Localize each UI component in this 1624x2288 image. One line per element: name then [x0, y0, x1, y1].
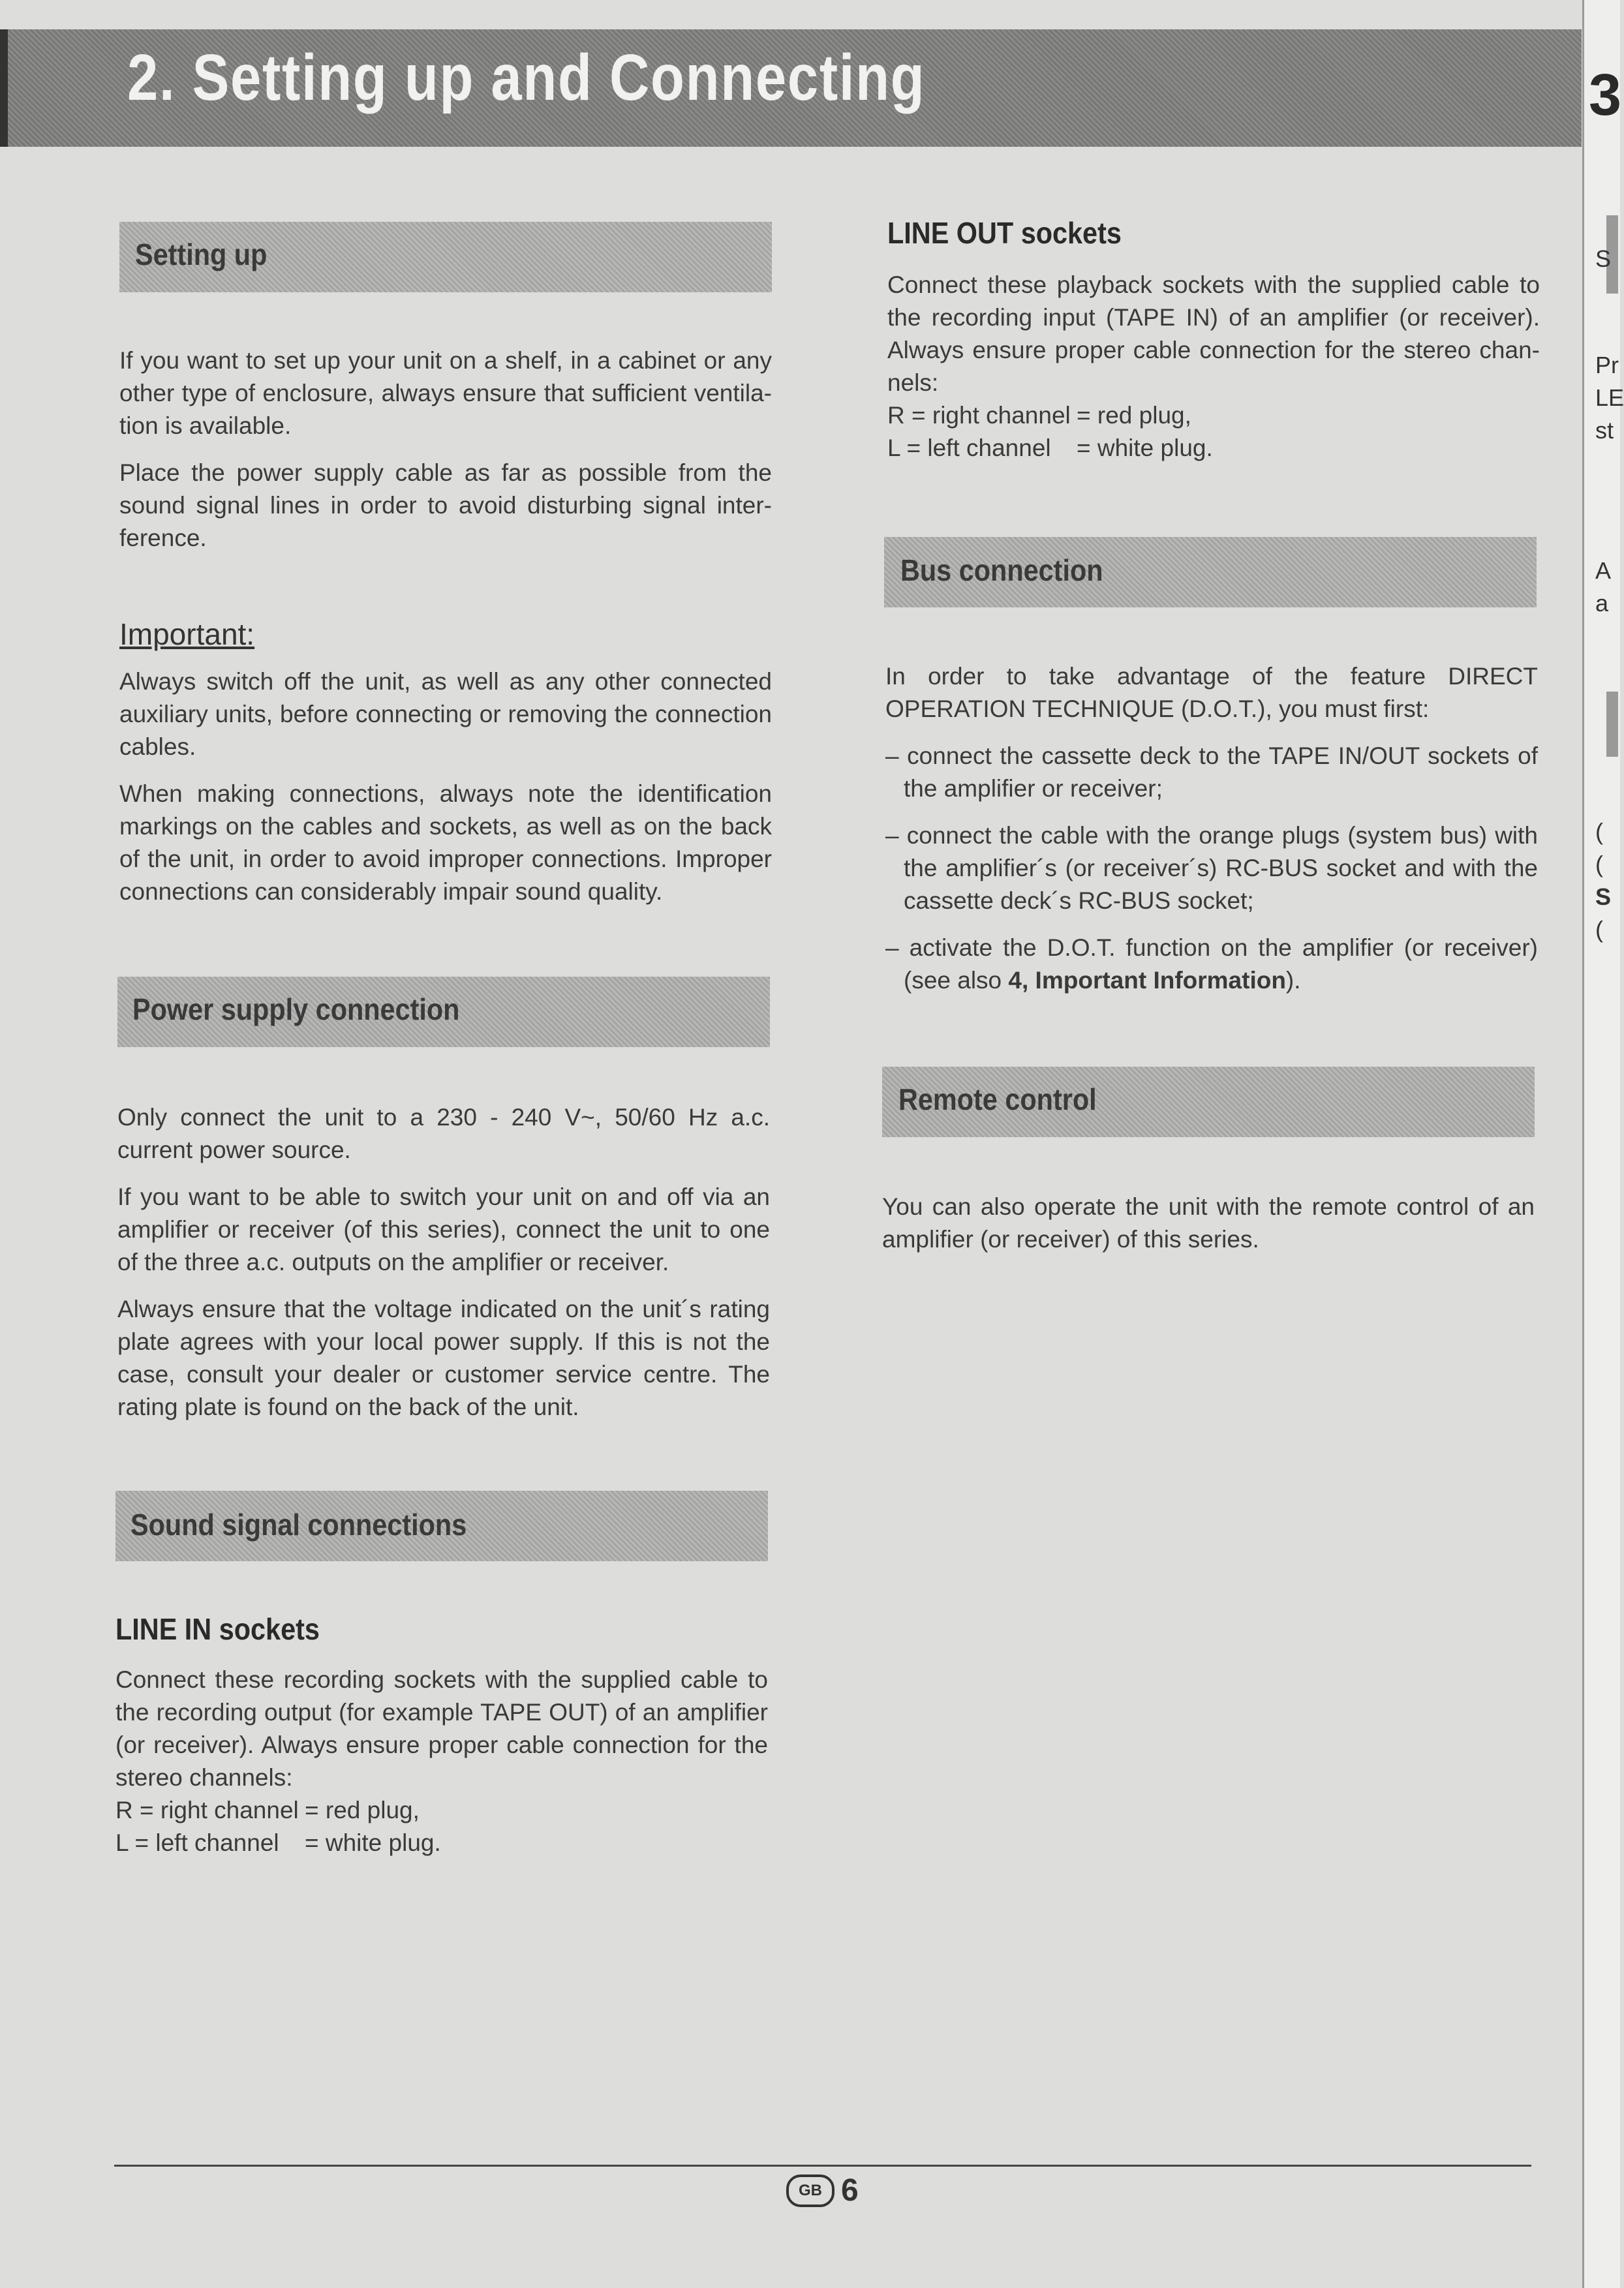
section-title-sound-signal: Sound signal connections	[130, 1508, 467, 1542]
paragraph: Connect these playback sockets with the supplied cable to the recording input (TAPE IN) of an amplifier (or receiver). Always ensure proper cable connection for the stereo chan-nels:	[887, 271, 1540, 396]
margin-band-fragment	[1606, 692, 1618, 757]
margin-fragment: (	[1595, 818, 1603, 845]
margin-fragment: st	[1595, 417, 1614, 444]
important-text	[119, 665, 772, 923]
margin-fragment: Pr	[1595, 352, 1619, 378]
cross-reference: 4, Important Information	[1008, 967, 1286, 994]
paragraph: If you want to be able to switch your unit on and off via an amplifier or receiver (of this series), connect the unit to one of the three a.c. outputs on the amplifier or receiver.	[117, 1183, 770, 1275]
paragraph: Place the power supply cable as far as possible from the sound signal lines in order to avoid disturbing signal inter-ference.	[119, 459, 772, 551]
paragraph: When making connections, always note the identification markings on the cables and sockets, as well as on the back of the unit, in order to avoid improper connections. Improper connections can considerably impair sound quality.	[119, 780, 772, 905]
channel-mapping-row	[887, 432, 1540, 465]
footer-rule	[114, 2165, 1531, 2167]
channel-mapping-row	[115, 1794, 768, 1827]
setting-up-text	[119, 344, 772, 569]
line-in-text	[115, 1664, 768, 1859]
margin-fragment: (	[1595, 851, 1603, 877]
paragraph: You can also operate the unit with the remote control of an amplifier (or receiver) of this series.	[882, 1193, 1535, 1253]
list-item-text: – activate the D.O.T. function on the amplifier (or receiver) (see also	[885, 934, 1538, 994]
margin-fragment: S	[1595, 245, 1612, 272]
paragraph: Always ensure that the voltage indicated on the unit´s rating plate agrees with your local power supply. If this is not the case, consult your dealer or customer service centre. The rating plate is found on the back of the unit.	[117, 1296, 770, 1420]
next-page-edge	[1582, 0, 1620, 2288]
page-title: 2. Setting up and Connecting	[127, 41, 926, 114]
section-title-setting-up: Setting up	[135, 237, 268, 271]
channel-value: = red plug,	[1077, 402, 1191, 429]
page-number: 6	[841, 2173, 859, 2208]
channel-mapping-row	[887, 399, 1540, 432]
line-out-text	[887, 269, 1540, 465]
list-item	[885, 932, 1538, 997]
channel-label: R = right channel	[115, 1797, 299, 1823]
paragraph: Only connect the unit to a 230 - 240 V~, 50/60 Hz a.c. current power source.	[117, 1104, 770, 1163]
page-footer	[786, 2173, 859, 2208]
power-supply-text	[117, 1101, 770, 1438]
channel-label: L = left channel	[115, 1829, 279, 1856]
margin-fragment: LE	[1595, 384, 1624, 411]
paragraph: Always switch off the unit, as well as any other connected auxiliary units, before connecting or removing the connection cables.	[119, 668, 772, 760]
list-item: – connect the cassette deck to the TAPE IN/OUT sockets of the amplifier or receiver;	[885, 742, 1538, 802]
margin-fragment: S	[1595, 883, 1612, 910]
channel-value: = red plug,	[305, 1797, 420, 1823]
section-title-remote-control: Remote control	[898, 1082, 1097, 1116]
margin-fragment: (	[1595, 916, 1603, 943]
next-page-title-fragment: 3	[1589, 63, 1622, 128]
bus-connection-text	[885, 660, 1538, 1011]
margin-fragment: A	[1595, 557, 1612, 584]
list-item-text: ).	[1285, 967, 1301, 994]
important-heading: Important:	[119, 617, 255, 651]
list-item: – connect the cable with the orange plugs (system bus) with the amplifier´s (or receiver´s) RC-BUS socket and with the cassette deck´s RC-BUS socket;	[885, 822, 1538, 914]
channel-value: = white plug.	[1077, 435, 1213, 461]
channel-value: = white plug.	[305, 1829, 441, 1856]
paragraph: In order to take advantage of the feature DIRECT OPERATION TECHNIQUE (D.O.T.), you must first:	[885, 663, 1538, 722]
margin-fragment: a	[1595, 590, 1609, 617]
channel-mapping-row	[115, 1827, 768, 1859]
title-left-bar	[0, 29, 8, 147]
channel-label: L = left channel	[887, 435, 1051, 461]
paragraph: If you want to set up your unit on a shelf, in a cabinet or any other type of enclosure, always ensure that sufficient ventila-tion is available.	[119, 347, 772, 439]
section-title-bus-connection: Bus connection	[900, 553, 1103, 587]
paragraph: Connect these recording sockets with the supplied cable to the recording output (for example TAPE OUT) of an amplifier (or receiver). Always ensure proper cable connection for the stereo channels:	[115, 1666, 768, 1791]
language-badge: GB	[786, 2174, 835, 2207]
line-out-heading: LINE OUT sockets	[887, 216, 1122, 250]
channel-label: R = right channel	[887, 402, 1071, 429]
section-title-power-supply: Power supply connection	[132, 992, 460, 1026]
line-in-heading: LINE IN sockets	[115, 1612, 320, 1646]
remote-control-text	[882, 1191, 1535, 1270]
